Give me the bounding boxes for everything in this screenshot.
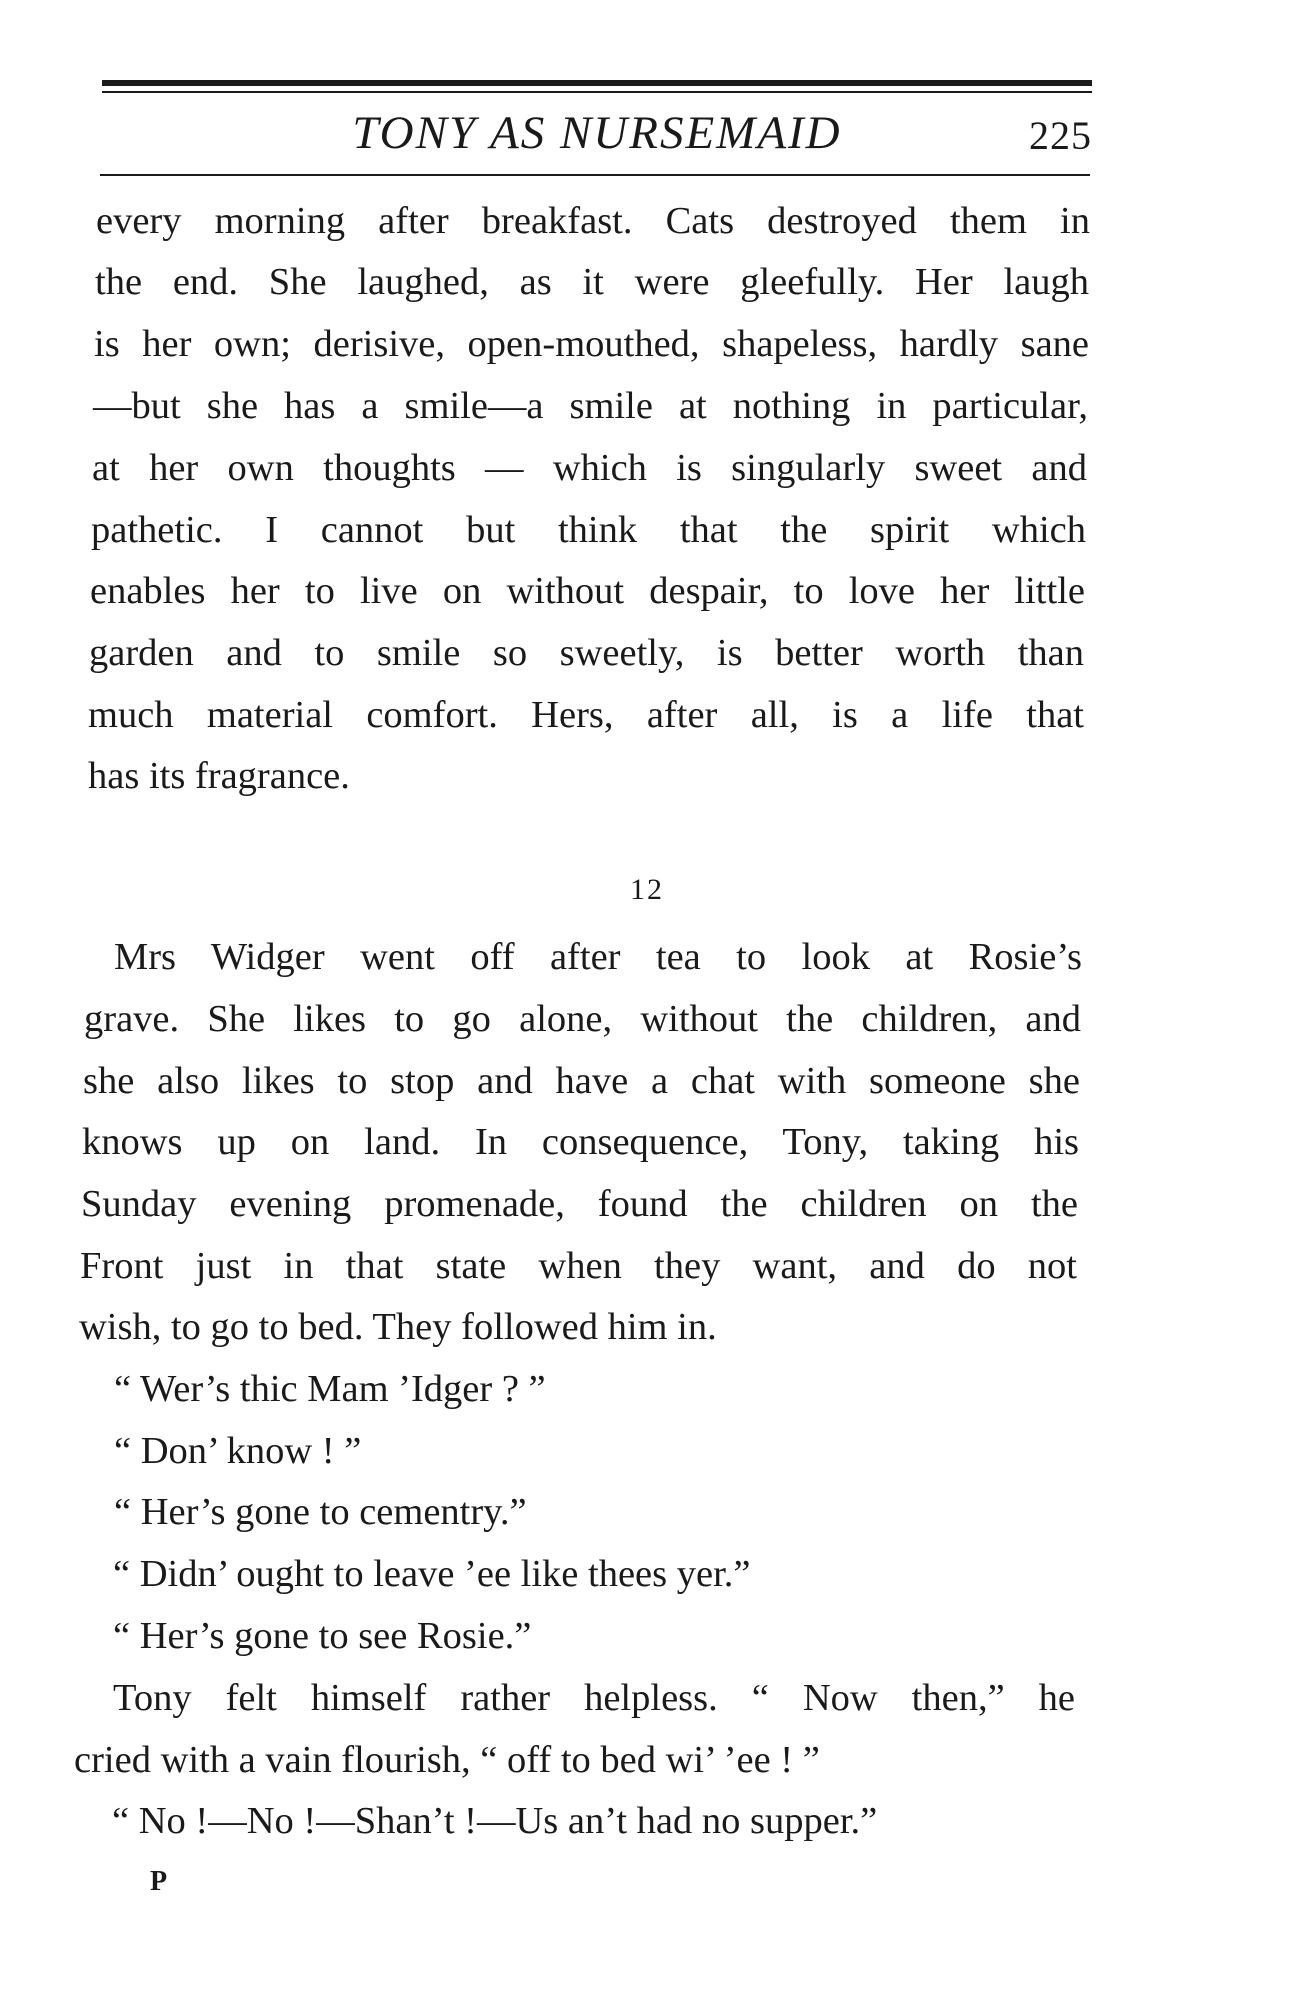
text-line: Tony felt himself rather helpless. “ Now then,” he (113, 1677, 1075, 1719)
text-line: at her own thoughts — which is singularly sweet and (92, 447, 1087, 489)
text-line: wish, to go to bed. They followed him in. (79, 1306, 717, 1348)
header-rule (100, 174, 1090, 176)
text-line: Sunday evening promenade, found the children on the (81, 1183, 1078, 1225)
dialogue-line: “ Wer’s thic Mam ’Idger ? ” (114, 1368, 546, 1410)
signature-mark: P (150, 1866, 168, 1897)
dialogue-line: “ Didn’ ought to leave ’ee like thees yer.” (113, 1553, 751, 1595)
text-line: garden and to smile so sweetly, is better worth than (89, 632, 1084, 674)
dialogue-line: “ Her’s gone to cementry.” (114, 1491, 527, 1533)
text-line: every morning after breakfast. Cats destroyed them in (96, 200, 1090, 242)
text-line: is her own; derisive, open-mouthed, shapeless, hardly sane (94, 323, 1089, 365)
running-title: TONY AS NURSEMAID (352, 107, 842, 159)
running-head (102, 106, 1092, 166)
top-rule-thin (102, 91, 1092, 93)
text-line: has its fragrance. (88, 755, 350, 797)
text-line: the end. She laughed, as it were gleefully. Her laugh (95, 261, 1089, 303)
text-line: pathetic. I cannot but think that the spirit which (91, 509, 1086, 551)
dialogue-line: “ Don’ know ! ” (114, 1430, 362, 1472)
text-line: much material comfort. Hers, after all, is a life that (88, 694, 1084, 736)
text-line: Front just in that state when they want, and do not (80, 1245, 1077, 1287)
dialogue-line: “ No !—No !—Shan’t !—Us an’t had no supper.” (112, 1800, 878, 1842)
text-line: grave. She likes to go alone, without the children, and (84, 998, 1081, 1040)
text-line: —but she has a smile—a smile at nothing in particular, (93, 385, 1088, 427)
text-line: enables her to live on without despair, to love her little (90, 570, 1085, 612)
text-line: knows up on land. In consequence, Tony, taking his (82, 1121, 1079, 1163)
text-line: Mrs Widger went off after tea to look at Rosie’s (114, 936, 1082, 978)
text-line: cried with a vain flourish, “ off to bed wi’ ’ee ! ” (74, 1739, 820, 1781)
top-rule-thick (102, 80, 1092, 86)
section-number: 12 (630, 873, 664, 906)
dialogue-line: “ Her’s gone to see Rosie.” (113, 1615, 532, 1657)
text-line: she also likes to stop and have a chat with someone she (83, 1060, 1080, 1102)
page-number: 225 (1029, 113, 1092, 158)
